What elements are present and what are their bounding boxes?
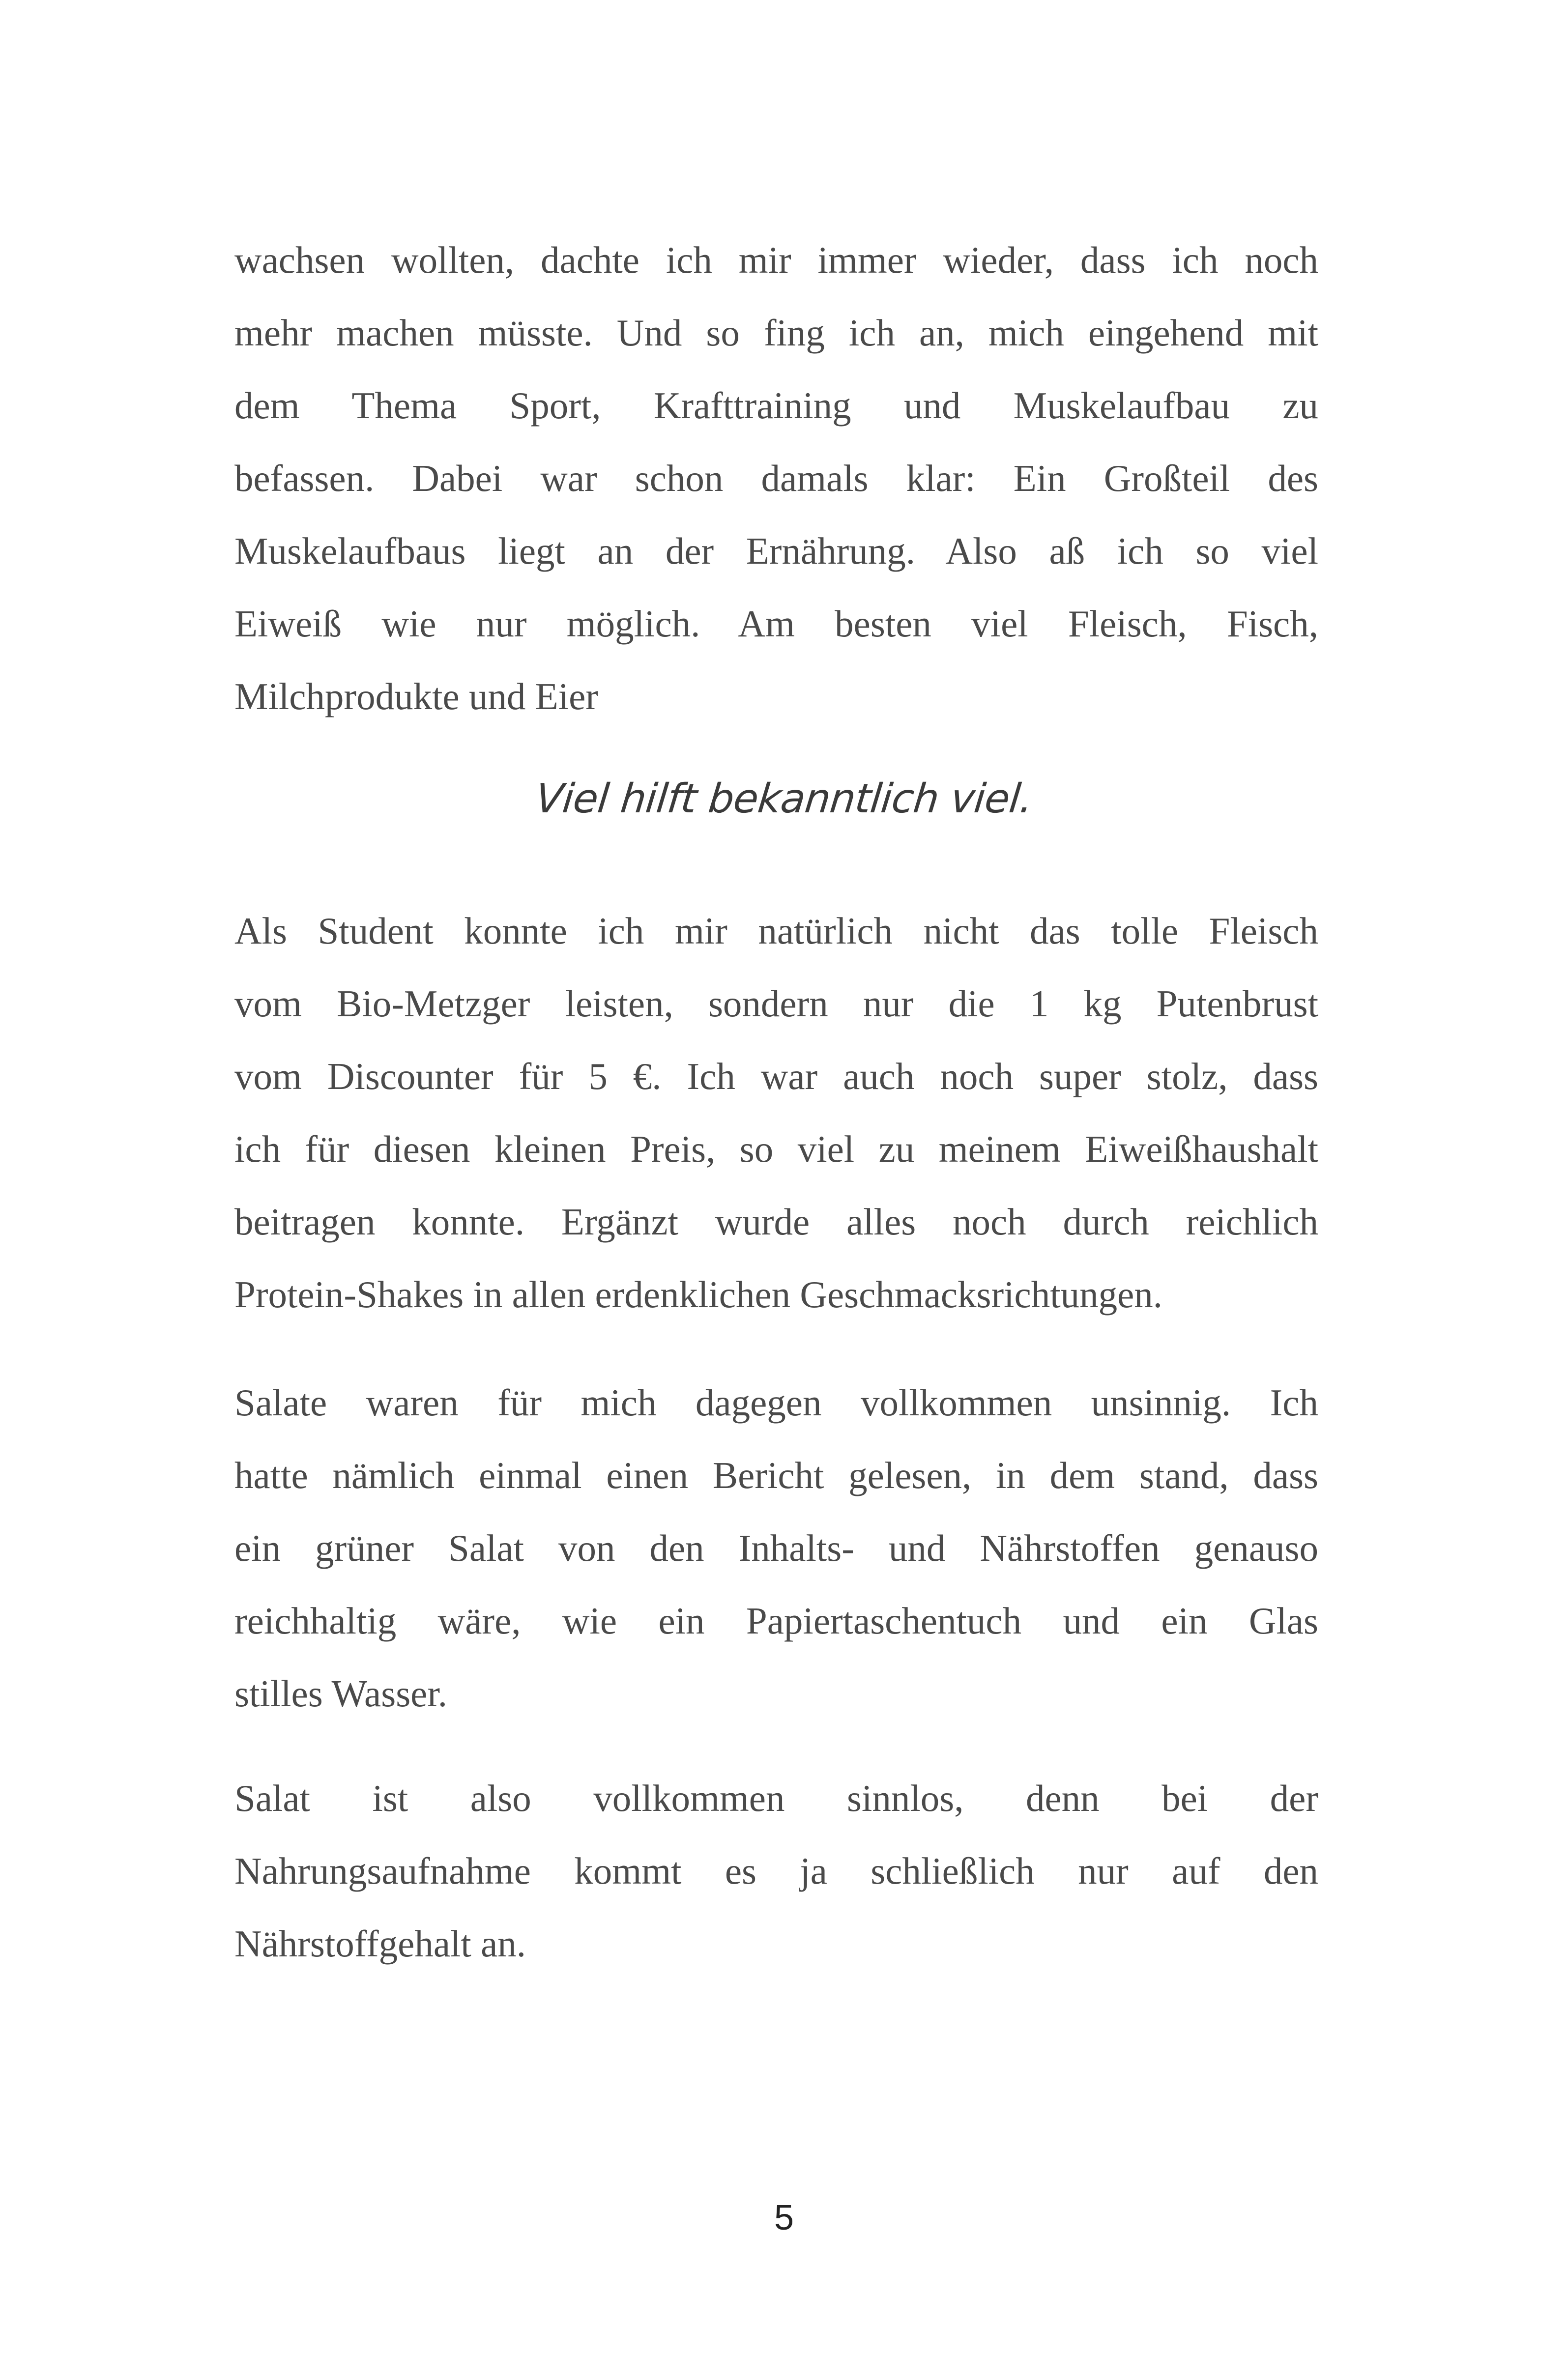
text-line: mehr machen müsste. Und so fing ich an, mich eingehend mit bbox=[234, 312, 1318, 354]
paragraph-4 bbox=[234, 1762, 1318, 1980]
paragraph-2 bbox=[234, 894, 1318, 1331]
text-line: Salat ist also vollkommen sinnlos, denn bei der bbox=[234, 1777, 1318, 1819]
text-line: Muskelaufbaus liegt an der Ernährung. Also aß ich so viel bbox=[234, 530, 1318, 572]
text-line: reichhaltig wäre, wie ein Papiertaschentuch und ein Glas bbox=[234, 1600, 1318, 1642]
text-line: hatte nämlich einmal einen Bericht gelesen, in dem stand, dass bbox=[234, 1454, 1318, 1496]
text-line: dem Thema Sport, Krafttraining und Muskelaufbau zu bbox=[234, 384, 1318, 427]
text-line: ein grüner Salat von den Inhalts- und Nährstoffen genauso bbox=[234, 1527, 1318, 1569]
text-line: Salate waren für mich dagegen vollkommen unsinnig. Ich bbox=[234, 1381, 1318, 1424]
text-line: beitragen konnte. Ergänzt wurde alles noch durch reichlich bbox=[234, 1201, 1318, 1243]
text-line: wachsen wollten, dachte ich mir immer wieder, dass ich noch bbox=[234, 239, 1318, 281]
text-line: Als Student konnte ich mir natürlich nicht das tolle Fleisch bbox=[234, 910, 1318, 952]
handwritten-quote: Viel hilft bekanntlich viel. bbox=[533, 775, 1035, 822]
text-line: Milchprodukte und Eier bbox=[234, 675, 598, 717]
text-line: Nahrungsaufnahme kommt es ja schließlich nur auf den bbox=[234, 1850, 1318, 1892]
text-line: vom Discounter für 5 €. Ich war auch noch super stolz, dass bbox=[234, 1055, 1318, 1097]
text-line: Eiweiß wie nur möglich. Am besten viel Fleisch, Fisch, bbox=[234, 602, 1318, 645]
text-line: stilles Wasser. bbox=[234, 1672, 447, 1715]
text-line: ich für diesen kleinen Preis, so viel zu meinem Eiweißhaushalt bbox=[234, 1128, 1318, 1170]
text-line: vom Bio-Metzger leisten, sondern nur die 1 kg Putenbrust bbox=[234, 982, 1318, 1025]
text-line: befassen. Dabei war schon damals klar: Ein Großteil des bbox=[234, 457, 1318, 499]
paragraph-3 bbox=[234, 1366, 1318, 1730]
text-line: Nährstoffgehalt an. bbox=[234, 1922, 526, 1965]
paragraph-1 bbox=[234, 224, 1318, 733]
page-number: 5 bbox=[774, 2198, 794, 2237]
text-line: Protein-Shakes in allen erdenklichen Geschmacksrichtungen. bbox=[234, 1273, 1163, 1316]
